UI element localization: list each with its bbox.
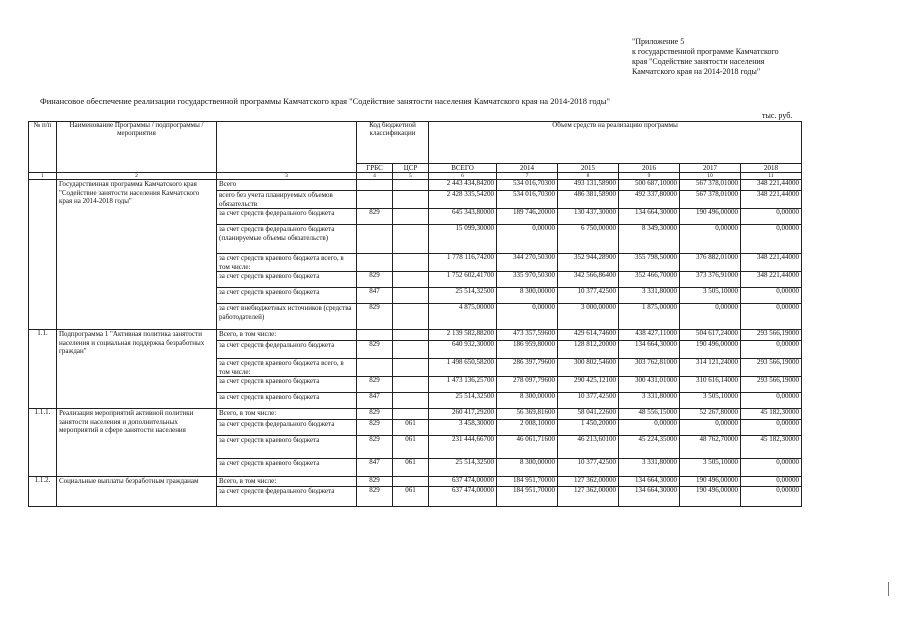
funding-source: Всего (217, 180, 357, 191)
amount-cell: 335 970,50300 (497, 272, 558, 288)
amount-cell: 637 474,00000 (429, 487, 497, 507)
amount-cell: 46 061,71600 (497, 436, 558, 459)
csr-code (393, 288, 429, 304)
column-number: 10 (680, 173, 741, 180)
amount-cell: 134 664,30000 (619, 487, 680, 507)
amount-cell: 500 687,10000 (619, 180, 680, 191)
amount-cell: 0,00000 (741, 304, 802, 330)
amount-cell: 190 496,00000 (680, 487, 741, 507)
amount-cell: 0,00000 (741, 209, 802, 225)
amount-cell: 25 514,32500 (429, 393, 497, 409)
amount-cell: 45 182,30000 (741, 409, 802, 420)
header-volume: Объем средств на реализацию программы (429, 122, 802, 164)
amount-cell: 48 762,70000 (680, 436, 741, 459)
column-number: 7 (497, 173, 558, 180)
amount-cell: 290 425,12100 (558, 377, 619, 393)
amount-cell: 314 121,24000 (680, 359, 741, 377)
amount-cell: 6 750,00000 (558, 225, 619, 254)
csr-code (393, 477, 429, 487)
funding-source: за счет средств краевого бюджета всего, в том числе: (217, 254, 357, 272)
column-number: 3 (217, 173, 357, 180)
grbs-code (357, 180, 393, 191)
amount-cell: 127 362,00000 (558, 477, 619, 487)
csr-code (393, 191, 429, 209)
grbs-code: 847 (357, 459, 393, 477)
amount-cell: 190 496,00000 (680, 209, 741, 225)
amount-cell: 567 378,01000 (680, 191, 741, 209)
funding-source: за счет средств краевого бюджета (217, 393, 357, 409)
grbs-code: 829 (357, 487, 393, 507)
header-year: 2016 (619, 164, 680, 173)
amount-cell: 56 369,81600 (497, 409, 558, 420)
funding-source: Всего, в том числе: (217, 477, 357, 487)
amount-cell: 534 016,70300 (497, 180, 558, 191)
grbs-code: 847 (357, 393, 393, 409)
amount-cell: 286 397,79600 (497, 359, 558, 377)
grbs-code (357, 359, 393, 377)
column-number: 2 (57, 173, 217, 180)
funding-source: за счет средств краевого бюджета (217, 436, 357, 459)
amount-cell: 348 221,44000 (741, 272, 802, 288)
program-name: Реализация мероприятий активной политики занятости населения и дополнительных мероприятий в сфере занятости населения (57, 409, 217, 477)
amount-cell: 25 514,32500 (429, 459, 497, 477)
header-year: ВСЕГО (429, 164, 497, 173)
csr-code: 061 (393, 459, 429, 477)
amount-cell: 0,00000 (680, 420, 741, 436)
amount-cell: 190 496,00000 (680, 341, 741, 359)
funding-source: за счет средств краевого бюджета (217, 459, 357, 477)
amount-cell: 3 458,30000 (429, 420, 497, 436)
table-row (29, 330, 802, 341)
amount-cell: 293 566,19000 (741, 330, 802, 341)
csr-code (393, 341, 429, 359)
funding-source: за счет средств федерального бюджета (217, 209, 357, 225)
column-number: 6 (429, 173, 497, 180)
amount-cell: 2 428 335,54200 (429, 191, 497, 209)
funding-source: Всего, в том числе: (217, 330, 357, 341)
header-source (217, 122, 357, 173)
amount-cell: 293 566,19000 (741, 377, 802, 393)
amount-cell: 473 357,59600 (497, 330, 558, 341)
amount-cell: 300 431,01000 (619, 377, 680, 393)
amount-cell: 640 932,30000 (429, 341, 497, 359)
financing-table (28, 121, 802, 507)
grbs-code: 829 (357, 304, 393, 330)
amount-cell: 8 300,00000 (497, 288, 558, 304)
csr-code (393, 304, 429, 330)
funding-source: за счет средств краевого бюджета (217, 288, 357, 304)
header-code: Код бюджетной классификации (357, 122, 429, 164)
grbs-code: 829 (357, 209, 393, 225)
appendix-note (632, 37, 892, 77)
amount-cell: 1 450,20000 (558, 420, 619, 436)
header-year: 2015 (558, 164, 619, 173)
csr-code: 061 (393, 436, 429, 459)
amount-cell: 3 331,80000 (619, 393, 680, 409)
amount-cell: 130 437,30000 (558, 209, 619, 225)
amount-cell: 342 566,86400 (558, 272, 619, 288)
row-number (29, 180, 57, 330)
amount-cell: 127 362,00000 (558, 487, 619, 507)
funding-source: всего без учета планируемых объемов обязательств (217, 191, 357, 209)
amount-cell: 567 378,01000 (680, 180, 741, 191)
amount-cell: 344 270,50300 (497, 254, 558, 272)
csr-code (393, 330, 429, 341)
csr-code (393, 209, 429, 225)
amount-cell: 184 951,70000 (497, 477, 558, 487)
grbs-code: 829 (357, 377, 393, 393)
csr-code (393, 359, 429, 377)
amount-cell: 3 505,10000 (680, 393, 741, 409)
csr-code (393, 393, 429, 409)
program-name: Подпрограмма 1 "Активная политика занятости населения и социальная поддержка безработных граждан" (57, 330, 217, 409)
csr-code (393, 225, 429, 254)
amount-cell: 2 139 582,88200 (429, 330, 497, 341)
amount-cell: 348 221,44000 (741, 180, 802, 191)
amount-cell: 189 746,20000 (497, 209, 558, 225)
amount-cell: 0,00000 (497, 225, 558, 254)
funding-source: за счет средств федерального бюджета (217, 420, 357, 436)
table-row (29, 180, 802, 191)
grbs-code: 829 (357, 420, 393, 436)
amount-cell: 10 377,42500 (558, 459, 619, 477)
grbs-code: 829 (357, 436, 393, 459)
grbs-code (357, 254, 393, 272)
amount-cell: 10 377,42500 (558, 393, 619, 409)
amount-cell: 4 875,00000 (429, 304, 497, 330)
grbs-code (357, 330, 393, 341)
appendix-line: края "Содействие занятости населения (632, 57, 765, 66)
program-name: Социальные выплаты безработным гражданам (57, 477, 217, 507)
grbs-code: 829 (357, 341, 393, 359)
amount-cell: 300 802,54600 (558, 359, 619, 377)
amount-cell: 231 444,66700 (429, 436, 497, 459)
csr-code (393, 254, 429, 272)
column-number: 4 (357, 173, 393, 180)
amount-cell: 3 331,80000 (619, 288, 680, 304)
column-number: 11 (741, 173, 802, 180)
amount-cell: 8 349,30000 (619, 225, 680, 254)
amount-cell: 190 496,00000 (680, 477, 741, 487)
amount-cell: 492 337,80000 (619, 191, 680, 209)
amount-cell: 352 944,28900 (558, 254, 619, 272)
funding-source: за счет средств федерального бюджета (планируемые объемы обязательств) (217, 225, 357, 254)
amount-cell: 0,00000 (741, 288, 802, 304)
row-number: 1.1.1. (29, 409, 57, 477)
funding-source: за счет средств федерального бюджета (217, 487, 357, 507)
amount-cell: 260 417,29200 (429, 409, 497, 420)
amount-cell: 310 616,14000 (680, 377, 741, 393)
amount-cell: 10 377,42500 (558, 288, 619, 304)
appendix-line: Камчатского края на 2014-2018 годы" (632, 67, 761, 76)
amount-cell: 45 224,35000 (619, 436, 680, 459)
amount-cell: 278 097,79600 (497, 377, 558, 393)
header-grbs: ГРБС (357, 164, 393, 173)
amount-cell: 0,00000 (741, 420, 802, 436)
document-title: Финансовое обеспечение реализации государственной программы Камчатского края "Содействие занятости населения Камчатского края на 2014-2018 годы" (40, 96, 610, 106)
row-number: 1.1. (29, 330, 57, 409)
funding-source: за счет средств краевого бюджета (217, 272, 357, 288)
amount-cell: 637 474,00000 (429, 477, 497, 487)
amount-cell: 1 752 602,41700 (429, 272, 497, 288)
amount-cell: 8 300,00000 (497, 393, 558, 409)
amount-cell: 0,00000 (680, 225, 741, 254)
amount-cell: 0,00000 (619, 420, 680, 436)
csr-code (393, 272, 429, 288)
amount-cell: 493 131,58900 (558, 180, 619, 191)
amount-cell: 429 614,74600 (558, 330, 619, 341)
funding-source: за счет средств федерального бюджета (217, 341, 357, 359)
header-name: Наименование Программы / подпрограммы / мероприятия (57, 122, 217, 173)
header-csr: ЦСР (393, 164, 429, 173)
amount-cell: 303 762,81000 (619, 359, 680, 377)
amount-cell: 3 505,10000 (680, 459, 741, 477)
amount-cell: 3 505,10000 (680, 288, 741, 304)
amount-cell: 134 664,30000 (619, 341, 680, 359)
header-num: № п/п (29, 122, 57, 173)
csr-code: 061 (393, 487, 429, 507)
amount-cell: 352 466,70000 (619, 272, 680, 288)
amount-cell: 534 016,70300 (497, 191, 558, 209)
amount-cell: 293 566,19000 (741, 359, 802, 377)
column-number-row (29, 173, 802, 180)
header-year: 2014 (497, 164, 558, 173)
amount-cell: 46 213,60100 (558, 436, 619, 459)
csr-code (393, 377, 429, 393)
table-row (29, 477, 802, 487)
amount-cell: 134 664,30000 (619, 477, 680, 487)
amount-cell: 186 959,80000 (497, 341, 558, 359)
amount-cell: 376 882,01000 (680, 254, 741, 272)
amount-cell: 0,00000 (497, 304, 558, 330)
grbs-code (357, 191, 393, 209)
table-body (29, 180, 802, 507)
amount-cell: 128 812,20000 (558, 341, 619, 359)
funding-source: за счет внебюджетных источников (средства работодателей) (217, 304, 357, 330)
csr-code (393, 180, 429, 191)
appendix-line: к государственной программе Камчатского (632, 47, 779, 56)
amount-cell: 134 664,30000 (619, 209, 680, 225)
amount-cell: 1 498 650,58200 (429, 359, 497, 377)
amount-cell: 48 556,15000 (619, 409, 680, 420)
funding-source: Всего, в том числе: (217, 409, 357, 420)
grbs-code: 829 (357, 409, 393, 420)
amount-cell: 15 099,30000 (429, 225, 497, 254)
header-year: 2017 (680, 164, 741, 173)
amount-cell: 0,00000 (741, 225, 802, 254)
amount-cell: 504 617,24000 (680, 330, 741, 341)
amount-cell: 1 473 136,25700 (429, 377, 497, 393)
amount-cell: 58 041,22600 (558, 409, 619, 420)
amount-cell: 0,00000 (680, 304, 741, 330)
amount-cell: 373 376,91000 (680, 272, 741, 288)
grbs-code: 847 (357, 288, 393, 304)
amount-cell: 3 331,80000 (619, 459, 680, 477)
column-number: 1 (29, 173, 57, 180)
amount-cell: 0,00000 (741, 393, 802, 409)
amount-cell: 0,00000 (741, 477, 802, 487)
amount-cell: 355 798,50000 (619, 254, 680, 272)
csr-code (393, 409, 429, 420)
amount-cell: 0,00000 (741, 341, 802, 359)
header-year: 2018 (741, 164, 802, 173)
amount-cell: 184 951,70000 (497, 487, 558, 507)
amount-cell: 0,00000 (741, 459, 802, 477)
row-number: 1.1.2. (29, 477, 57, 507)
amount-cell: 45 182,30000 (741, 436, 802, 459)
amount-cell: 25 514,32500 (429, 288, 497, 304)
amount-cell: 486 381,58900 (558, 191, 619, 209)
amount-cell: 438 427,11000 (619, 330, 680, 341)
amount-cell: 645 343,80000 (429, 209, 497, 225)
grbs-code: 829 (357, 477, 393, 487)
amount-cell: 0,00000 (741, 487, 802, 507)
units-label: тыс. руб. (762, 111, 793, 120)
csr-code: 061 (393, 420, 429, 436)
column-number: 8 (558, 173, 619, 180)
amount-cell: 2 008,10000 (497, 420, 558, 436)
amount-cell: 348 221,44000 (741, 191, 802, 209)
amount-cell: 1 875,00000 (619, 304, 680, 330)
amount-cell: 348 221,44000 (741, 254, 802, 272)
table-row (29, 409, 802, 420)
grbs-code (357, 225, 393, 254)
grbs-code: 829 (357, 272, 393, 288)
funding-source: за счет средств краевого бюджета всего, в том числе: (217, 359, 357, 377)
amount-cell: 2 443 434,84200 (429, 180, 497, 191)
amount-cell: 52 267,80000 (680, 409, 741, 420)
column-number: 5 (393, 173, 429, 180)
amount-cell: 3 000,00000 (558, 304, 619, 330)
program-name: Государственная программа Камчатского края "Содействие занятости населения Камчатского края на 2014-2018 годы" (57, 180, 217, 330)
column-number: 9 (619, 173, 680, 180)
appendix-line: "Приложение 5 (632, 37, 685, 46)
amount-cell: 1 778 116,74200 (429, 254, 497, 272)
margin-mark (888, 582, 893, 596)
funding-source: за счет средств краевого бюджета (217, 377, 357, 393)
amount-cell: 8 300,00000 (497, 459, 558, 477)
